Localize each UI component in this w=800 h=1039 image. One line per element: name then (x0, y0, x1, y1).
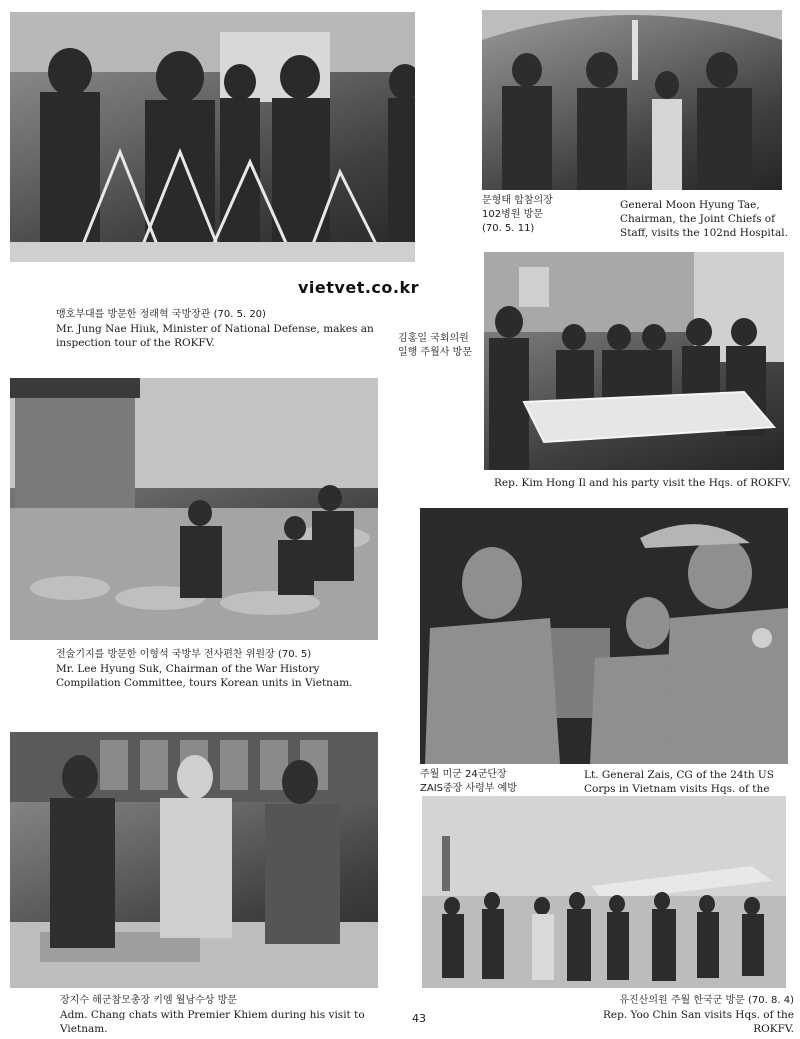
caption-kr: 맹호부대를 방문한 정래혁 국방장관 (70. 5. 20) (56, 309, 266, 320)
caption-en: Mr. Jung Nae Hiuk, Minister of National Defense, makes an inspection tour of the ROKFV. (56, 323, 374, 349)
caption-kim-hong-il-kr (398, 332, 488, 360)
page-number: 43 (412, 1012, 426, 1025)
photo-kim-hong-il-figures (484, 252, 784, 470)
caption-hospital-visit-kr (482, 194, 602, 236)
photo-minister-inspection-figures (10, 12, 415, 262)
caption-kr-line1: 주월 미군 24군단장 (420, 769, 507, 780)
photo-adm-chang-figures (10, 732, 378, 988)
photo-yoo-chin-san-figures (422, 796, 786, 988)
caption-minister-inspection (56, 308, 386, 350)
caption-en: Lt. General Zais, CG of the 24th US Corps in Vietnam visits Hqs. of the (584, 769, 774, 795)
caption-kr-line2: 102병원 방문 (482, 209, 543, 220)
photo-zais-visit (420, 508, 788, 764)
caption-yoo-chin-san (568, 994, 794, 1036)
caption-kim-hong-il-en (494, 476, 794, 490)
watermark-text: vietvet.co.kr (298, 278, 420, 297)
caption-en: Mr. Lee Hyung Suk, Chairman of the War History Compilation Committee, tours Korean units in Vietnam. (56, 663, 353, 689)
caption-kr: 유진산의원 주월 한국군 방문 (70. 8. 4) (619, 995, 794, 1006)
caption-zais-visit-kr (420, 768, 540, 796)
caption-hospital-visit-en (620, 198, 790, 240)
photo-hospital-visit-figures (482, 10, 782, 190)
caption-kr: 장지수 해군참모총장 키엠 월남수상 방문 (60, 995, 237, 1006)
caption-en: Rep. Yoo Chin San visits Hqs. of the ROKFV. (603, 1009, 794, 1035)
caption-kr-line1: 김홍일 국회의원 (398, 333, 469, 344)
caption-adm-chang (60, 994, 400, 1036)
photo-adm-chang-premier-khiem (10, 732, 378, 988)
caption-kr-line2: 일행 주월사 방문 (398, 347, 472, 358)
photo-tactical-base (10, 378, 378, 640)
photo-kim-hong-il-visit (484, 252, 784, 470)
caption-en: General Moon Hyung Tae, Chairman, the Joint Chiefs of Staff, visits the 102nd Hospital. (620, 199, 788, 239)
caption-kr: 전술기지를 방문한 이형석 국방부 전사편찬 위원장 (70. 5) (56, 649, 312, 660)
caption-kr-line2: ZAIS중장 사령부 예방 (420, 783, 517, 794)
photo-minister-inspection (10, 12, 415, 262)
photo-hospital-visit (482, 10, 782, 190)
photo-zais-visit-figures (420, 508, 788, 764)
caption-en: Adm. Chang chats with Premier Khiem during his visit to Vietnam. (60, 1009, 365, 1035)
photo-tactical-base-figures (10, 378, 378, 640)
caption-en: Rep. Kim Hong Il and his party visit the Hqs. of ROKFV. (494, 477, 791, 489)
caption-kr-line1: 문형태 합참의장 (482, 195, 553, 206)
caption-kr-line3: (70. 5. 11) (482, 223, 535, 234)
caption-tactical-base (56, 648, 386, 690)
photo-yoo-chin-san-visit (422, 796, 786, 988)
